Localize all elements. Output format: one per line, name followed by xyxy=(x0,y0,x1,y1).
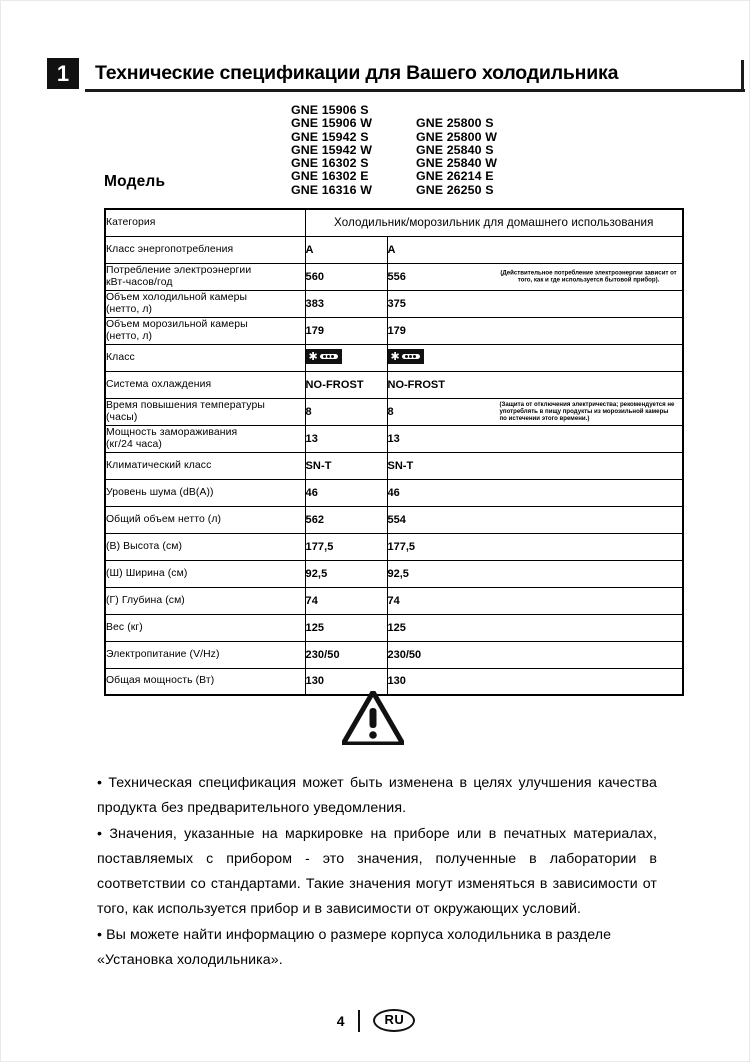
row-label-main: Климатический класс xyxy=(106,459,212,471)
row-value-col1: 13 xyxy=(305,425,387,452)
row-value-col2-text: 74 xyxy=(387,594,400,607)
chapter-number-badge: 1 xyxy=(47,58,79,89)
row-value-col2-text: 375 xyxy=(387,297,406,310)
table-row xyxy=(105,263,683,290)
row-value-col2 xyxy=(387,479,683,506)
specification-table xyxy=(104,208,684,696)
row-label xyxy=(105,614,305,641)
model-code-left: GNE 15906 S xyxy=(291,103,369,117)
table-row xyxy=(105,317,683,344)
table-row xyxy=(105,290,683,317)
row-value-col2-text: 230/50 xyxy=(387,648,422,661)
row-label-main: Общая мощность (Вт) xyxy=(106,675,215,687)
row-label-sub: (кг/24 часа) xyxy=(106,438,162,450)
row-label-main: Электропитание (V/Hz) xyxy=(106,648,220,660)
row-label xyxy=(105,479,305,506)
row-value-col1: 177,5 xyxy=(305,533,387,560)
row-note: (Действительное потребление электроэнергии зависит от того, как и где используется бытовой прибор). xyxy=(500,269,677,284)
model-code-right: GNE 25840 W xyxy=(416,156,497,171)
row-value-col2-text: 125 xyxy=(387,621,406,634)
row-label xyxy=(105,344,305,371)
row-label-main: Потребление электроэнергии xyxy=(106,264,252,276)
row-value-col2 xyxy=(387,371,683,398)
model-code-right: GNE 25800 W xyxy=(416,129,497,144)
row-label-main: Время повышения температуры xyxy=(106,399,265,411)
note-bullet-3: • Вы можете найти информацию о размере корпуса холодильника в разделе «Установка холодильника». xyxy=(97,926,612,969)
notes-block xyxy=(97,771,657,973)
note-bullet-1: • Техническая спецификация может быть изменена в целях улучшения качества продукта без предварительного уведомления. xyxy=(97,775,657,817)
table-row xyxy=(105,479,683,506)
row-value-col1: 74 xyxy=(305,587,387,614)
row-label-sub: (часы) xyxy=(106,411,138,423)
row-value-col2-text: 556 xyxy=(387,270,406,283)
row-label xyxy=(105,290,305,317)
page-number: 4 xyxy=(336,1012,345,1029)
model-row xyxy=(291,184,497,197)
row-value-col1: NO-FROST xyxy=(305,371,387,398)
row-value-col1: 230/50 xyxy=(305,641,387,668)
model-code-left: GNE 15942 W xyxy=(291,142,372,157)
table-row xyxy=(105,371,683,398)
header-rule xyxy=(85,89,745,92)
model-code-left: GNE 16302 S xyxy=(291,156,369,171)
row-value-category: Холодильник/морозильник для домашнего использования xyxy=(305,209,683,236)
table-row xyxy=(105,506,683,533)
row-value-col1: A xyxy=(305,236,387,263)
table-row xyxy=(105,560,683,587)
row-value-col2 xyxy=(387,587,683,614)
model-code-right: GNE 25800 S xyxy=(416,116,494,131)
warning-triangle-icon xyxy=(342,691,404,745)
row-label-main: (Ш) Ширина (см) xyxy=(106,567,188,579)
table-row xyxy=(105,425,683,452)
model-list xyxy=(291,104,497,197)
row-label-main: (В) Высота (см) xyxy=(106,540,183,552)
row-value-col1: 179 xyxy=(305,317,387,344)
row-label-main: Система охлаждения xyxy=(106,378,212,390)
row-label-sub: (нетто, л) xyxy=(106,330,153,342)
chapter-header xyxy=(47,58,705,92)
row-label xyxy=(105,398,305,425)
row-value-col2-text: 92,5 xyxy=(387,567,409,580)
row-label xyxy=(105,263,305,290)
row-value-col2 xyxy=(387,614,683,641)
row-value-col2 xyxy=(387,236,683,263)
row-value-col1: 46 xyxy=(305,479,387,506)
row-value-col2 xyxy=(387,317,683,344)
row-label xyxy=(105,533,305,560)
row-value-col2-text: NO-FROST xyxy=(387,378,445,391)
model-code-left: GNE 16316 W xyxy=(291,182,372,197)
page-footer xyxy=(1,1009,750,1043)
row-label-main: Объем холодильной камеры xyxy=(106,291,248,303)
model-code-left: GNE 16302 E xyxy=(291,169,369,184)
row-value-col2-text: 13 xyxy=(387,432,400,445)
row-value-col1: 8 xyxy=(305,398,387,425)
row-label xyxy=(105,425,305,452)
table-row xyxy=(105,533,683,560)
model-code-left: GNE 15942 S xyxy=(291,129,369,144)
row-label xyxy=(105,506,305,533)
row-value-col2-text: 177,5 xyxy=(387,540,416,553)
table-row xyxy=(105,587,683,614)
model-row xyxy=(291,144,497,157)
row-value-col1: 560 xyxy=(305,263,387,290)
footer-divider xyxy=(358,1010,360,1032)
row-value-col2-text: SN-T xyxy=(387,459,414,472)
row-value-col1: 125 xyxy=(305,614,387,641)
row-label-main: Класс xyxy=(106,351,135,363)
row-label xyxy=(105,371,305,398)
row-label xyxy=(105,668,305,695)
row-label-main: (Г) Глубина (см) xyxy=(106,594,185,606)
model-code-left: GNE 15906 W xyxy=(291,116,372,131)
row-value-col2-text: A xyxy=(387,243,396,256)
row-value-col2 xyxy=(387,398,683,425)
model-code-right: GNE 26214 E xyxy=(416,169,494,184)
row-value-col2-text: 179 xyxy=(387,324,406,337)
row-value-col2 xyxy=(387,344,683,371)
table-row xyxy=(105,398,683,425)
model-row xyxy=(291,131,497,144)
row-label-main: Уровень шума (dB(A)) xyxy=(106,486,214,498)
row-value-col1: 562 xyxy=(305,506,387,533)
row-label-sub: кВт-часов/год xyxy=(106,276,173,288)
row-value-col2-text: 554 xyxy=(387,513,406,526)
row-value-col2-text: 8 xyxy=(387,405,394,418)
model-row xyxy=(291,117,497,130)
table-row xyxy=(105,614,683,641)
language-badge: RU xyxy=(373,1009,415,1032)
row-value-col2-text: 46 xyxy=(387,486,400,499)
row-note: (Защита от отключения электричества; рекомендуется не употреблять в пищу продукты из морозильной камеры по истечении этого времени.) xyxy=(499,400,675,423)
row-label-main: Объем морозильной камеры xyxy=(106,318,248,330)
row-value-col1: 383 xyxy=(305,290,387,317)
row-value-col2 xyxy=(387,560,683,587)
row-label xyxy=(105,317,305,344)
model-label: Модель xyxy=(104,173,166,190)
model-row xyxy=(291,157,497,170)
table-row-category xyxy=(105,209,683,236)
row-value-col2 xyxy=(387,263,683,290)
table-row xyxy=(105,641,683,668)
row-label-main: Класс энергопотребления xyxy=(106,243,234,255)
header-endcap xyxy=(741,60,744,92)
row-value-col2 xyxy=(387,641,683,668)
row-label xyxy=(105,587,305,614)
row-value-col2 xyxy=(387,425,683,452)
row-value-col2-text: 130 xyxy=(387,675,406,688)
page-title: Технические спецификации для Вашего холодильника xyxy=(95,62,619,84)
table-row xyxy=(105,452,683,479)
row-value-col2 xyxy=(387,533,683,560)
table-row xyxy=(105,236,683,263)
model-row xyxy=(291,170,497,183)
freezer-star-class-icon: ✱ xyxy=(388,349,424,364)
row-value-col2 xyxy=(387,668,683,695)
row-label: Категория xyxy=(105,209,305,236)
row-label-main: Общий объем нетто (л) xyxy=(106,513,222,525)
row-value-col1 xyxy=(305,344,387,371)
row-label xyxy=(105,560,305,587)
row-value-col1: 130 xyxy=(305,668,387,695)
row-label-sub: (нетто, л) xyxy=(106,303,153,315)
row-label-main: Вес (кг) xyxy=(106,621,143,633)
table-row xyxy=(105,344,683,371)
row-value-col1: SN-T xyxy=(305,452,387,479)
note-bullet-2: • Значения, указанные на маркировке на приборе или в печатных материалах, поставляемых с прибором - это значения, полученные в лаборатории в соответствии со стандартами. Такие значения могут изменяться в зависимости от того, как используется прибор и в зависимости от окружающих условий. xyxy=(97,825,657,918)
row-label xyxy=(105,236,305,263)
row-value-col2 xyxy=(387,452,683,479)
row-label-main: Мощность замораживания xyxy=(106,426,238,438)
row-value-col2 xyxy=(387,506,683,533)
model-code-right: GNE 26250 S xyxy=(416,182,494,197)
model-row xyxy=(291,104,497,117)
row-value-col1: 92,5 xyxy=(305,560,387,587)
model-code-right: GNE 25840 S xyxy=(416,142,494,157)
row-label xyxy=(105,452,305,479)
row-label xyxy=(105,641,305,668)
row-value-col2 xyxy=(387,290,683,317)
freezer-star-class-icon: ✱ xyxy=(306,349,342,364)
